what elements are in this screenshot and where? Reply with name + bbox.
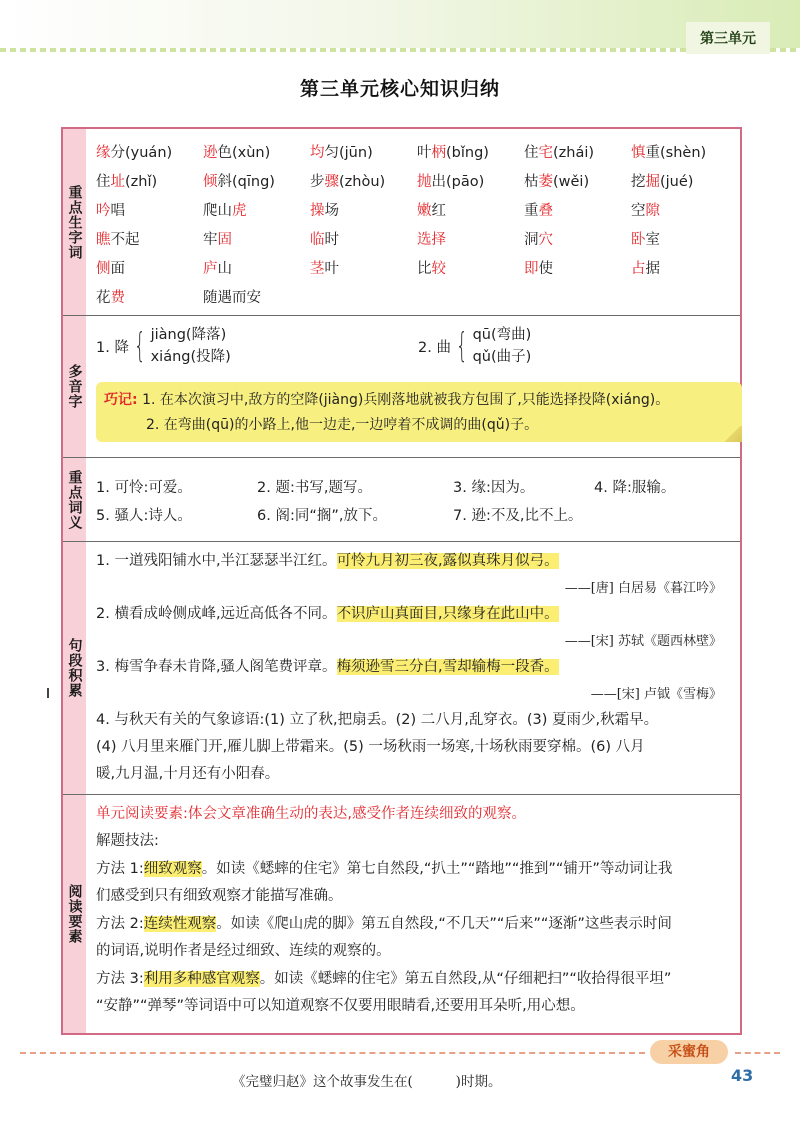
meaning-item: 6. 阁:同“搁”,放下。: [257, 508, 387, 524]
vocab-word: 吟唱: [96, 203, 125, 219]
vocab-word: 倾斜(qīng): [203, 174, 275, 190]
vocab-word: 卧室: [631, 232, 660, 248]
honey-corner-badge: 采蜜角: [650, 1040, 728, 1064]
vocab-word: 占据: [631, 261, 660, 277]
proverb-line: 4. 与秋天有关的气象谚语:(1) 立了秋,把扇丢。(2) 二八月,乱穿衣。(3) 夏雨少,秋霜早。: [96, 712, 659, 728]
page-title: 第三单元核心知识归纳: [299, 78, 500, 100]
method-line: 们感受到只有细致观察才能描写准确。: [96, 888, 343, 904]
method-label: 方法 1:: [96, 861, 144, 877]
vocab-word: 重叠: [524, 203, 553, 219]
meaning-item: 7. 逊:不及,比不上。: [453, 508, 583, 524]
polyphone-head: 1. 降: [96, 339, 129, 356]
meaning-item: 2. 题:书写,题写。: [257, 480, 372, 496]
vocab-grid: [96, 129, 732, 315]
poem-text: 3. 梅雪争春未肯降,骚人阁笔费评章。: [96, 659, 337, 675]
brace-icon: {: [455, 326, 468, 366]
vocab-word: 枯萎(wěi): [524, 174, 590, 190]
section-label-cell: [63, 795, 86, 1033]
polyphone-head: 2. 曲: [418, 339, 451, 356]
vocab-word: 洞穴: [524, 232, 553, 248]
method-line: [96, 912, 672, 933]
poem-highlight: 不识庐山真面目,只缘身在此山中。: [336, 606, 559, 622]
method-line: [96, 967, 671, 988]
method-line: 的词语,说明作者是经过细致、连续的观察的。: [96, 943, 391, 959]
method-text: 。如读《爬山虎的脚》第五自然段,“不几天”“后来”“逐渐”这些表示时间: [216, 916, 672, 932]
reading-content: [96, 795, 732, 1033]
vocab-word: 缘分(yuán): [96, 145, 173, 161]
poem-line: [96, 549, 559, 570]
section-label: 多音字: [66, 364, 83, 409]
memory-tip: [96, 382, 742, 442]
vocab-word: 牢固: [203, 232, 232, 248]
vocab-word: 爬山虎: [203, 203, 247, 219]
method-text: 。如读《蟋蟀的住宅》第七自然段,“扒土”“踏地”“推到”“铺开”等动词让我: [201, 861, 673, 877]
method-highlight: 细致观察: [143, 861, 202, 877]
proverb-line: 暖,九月温,十月还有小阳春。: [96, 766, 280, 782]
section-label-cell: [63, 129, 86, 315]
section-reading: [63, 794, 740, 1033]
footer-divider: [735, 1052, 780, 1054]
section-label: 句段积累: [66, 638, 83, 698]
vocab-word: 茎叶: [310, 261, 339, 277]
section-polyphone: [63, 315, 740, 457]
vocab-word: 抛出(pāo): [417, 174, 485, 190]
poem-source: ——[宋] 卢钺《雪梅》: [590, 687, 722, 702]
section-label-cell: [63, 542, 86, 794]
top-band: [0, 0, 800, 52]
vocab-word: 慎重(shèn): [631, 145, 707, 161]
section-label: 重点生字词: [66, 184, 83, 260]
poem-highlight: 可怜九月初三夜,露似真珠月似弓。: [336, 553, 559, 569]
margin-mark: [47, 688, 49, 698]
meaning-item: 4. 降:服输。: [594, 480, 676, 496]
section-label-cell: [63, 458, 86, 541]
knowledge-table: [61, 127, 742, 1035]
tip-line: 1. 在本次演习中,敌方的空降(jiàng)兵刚落地就被我方包围了,只能选择投降(xiáng)。: [142, 392, 670, 408]
section-label-cell: [63, 316, 86, 457]
poem-text: 2. 横看成岭侧成峰,远近高低各不同。: [96, 606, 337, 622]
method-highlight: 连续性观察: [143, 916, 217, 932]
skill-heading: 解题技法:: [96, 833, 159, 849]
vocab-word: 瞧不起: [96, 232, 140, 248]
vocab-word: 住宅(zhái): [524, 145, 595, 161]
vocab-word: 花费: [96, 290, 125, 306]
vocab-word: 侧面: [96, 261, 125, 277]
polyphone-item-2: [418, 324, 531, 368]
sentences-content: [96, 542, 732, 794]
unit-tab: 第三单元: [686, 22, 770, 54]
vocab-word: 均匀(jūn): [310, 145, 373, 161]
method-label: 方法 3:: [96, 971, 144, 987]
vocab-word: 即使: [524, 261, 553, 277]
vocab-word: 比较: [417, 261, 446, 277]
section-label: 重点词义: [66, 469, 83, 530]
tip-label: 巧记:: [104, 392, 138, 408]
meaning-item: 3. 缘:因为。: [453, 480, 535, 496]
meaning-item: 5. 骚人:诗人。: [96, 508, 192, 524]
vocab-word: 叶柄(bǐng): [417, 145, 489, 161]
vocab-word: 挖掘(jué): [631, 174, 694, 190]
method-line: [96, 857, 672, 878]
section-sentences: [63, 541, 740, 794]
vocab-word: 临时: [310, 232, 339, 248]
tip-line: 2. 在弯曲(qū)的小路上,他一边走,一边哼着不成调的曲(qǔ)子。: [146, 417, 539, 433]
polyphone-reading: qū(弯曲): [472, 327, 532, 343]
vocab-word: 选择: [417, 232, 446, 248]
poem-source: ——[唐] 白居易《暮江吟》: [564, 581, 722, 596]
vocab-word: 逊色(xùn): [203, 145, 271, 161]
polyphone-item-1: [96, 324, 231, 368]
brace-icon: {: [133, 326, 146, 366]
proverb-line: (4) 八月里来雁门开,雁儿脚上带霜来。(5) 一场秋雨一场寒,十场秋雨要穿棉。(6) 八月: [96, 739, 645, 755]
reading-element: 单元阅读要素:体会文章准确生动的表达,感受作者连续细致的观察。: [96, 806, 526, 822]
vocab-word: 嫩红: [417, 203, 446, 219]
vocab-word: 空隙: [631, 203, 660, 219]
section-vocab: [63, 129, 740, 315]
poem-highlight: 梅须逊雪三分白,雪却输梅一段香。: [336, 659, 559, 675]
vocab-word: 随遇而安: [203, 290, 261, 306]
polyphone-reading: xiáng(投降): [150, 349, 231, 365]
section-meaning: [63, 457, 740, 541]
poem-source: ——[宋] 苏轼《题西林壁》: [564, 634, 722, 649]
poem-text: 1. 一道残阳铺水中,半江瑟瑟半江红。: [96, 553, 337, 569]
poem-line: [96, 655, 559, 676]
meaning-content: [96, 458, 732, 541]
vocab-word: 操场: [310, 203, 339, 219]
vocab-word: 住址(zhǐ): [96, 174, 158, 190]
page-number: 43: [731, 1066, 754, 1085]
poem-line: [96, 602, 559, 623]
footer-divider: [20, 1052, 645, 1054]
section-label: 阅读要素: [66, 884, 83, 944]
polyphone-reading: qǔ(曲子): [472, 349, 532, 365]
footer-question: 《完璧归赵》这个故事发生在( )时期。: [232, 1074, 502, 1090]
method-line: “安静”“弹琴”等词语中可以知道观察不仅要用眼睛看,还要用耳朵听,用心想。: [96, 998, 585, 1014]
method-text: 。如读《蟋蟀的住宅》第五自然段,从“仔细耙扫”“收拾得很平坦”: [259, 971, 672, 987]
vocab-word: 庐山: [203, 261, 232, 277]
polyphone-reading: jiàng(降落): [150, 327, 227, 343]
meaning-item: 1. 可怜:可爱。: [96, 480, 192, 496]
method-label: 方法 2:: [96, 916, 144, 932]
method-highlight: 利用多种感官观察: [143, 971, 260, 987]
vocab-word: 步骤(zhòu): [310, 174, 386, 190]
